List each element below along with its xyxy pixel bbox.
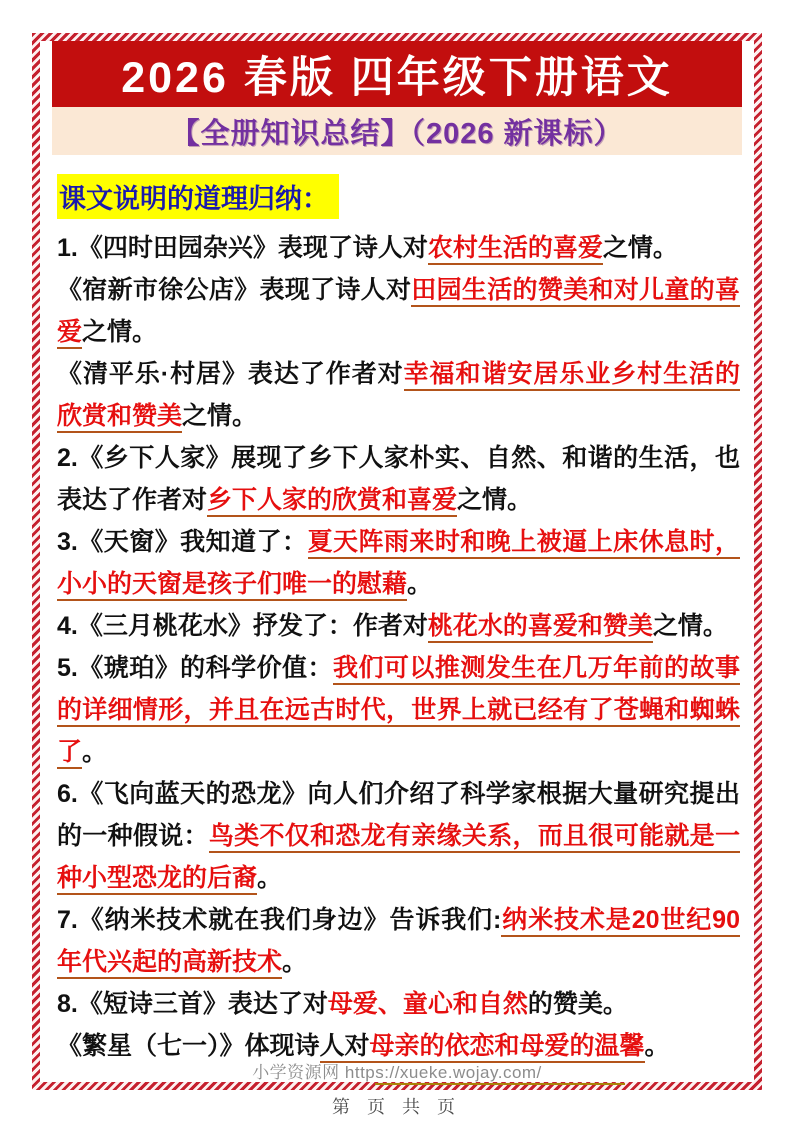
text-segment: 夏天阵雨来时和晚上被逼上床休息时，小小的天窗是孩子们唯一的慰藉	[57, 528, 740, 601]
text-segment: 的赞美。	[527, 990, 628, 1018]
text-segment: 鸟类不仅和恐龙有亲缘关系，而且很可能就是一种小型恐龙的后裔	[57, 822, 740, 895]
text-segment: 之情。	[457, 486, 533, 514]
page-title: 2026 春版 四年级下册语文	[121, 53, 673, 102]
text-paragraph	[57, 227, 740, 269]
text-segment: 6.《飞向蓝天的恐龙》向人们介绍了科学家根据大量研究提出的一种假说：	[57, 780, 740, 850]
section-heading-row	[57, 174, 740, 219]
text-segment: 纳米技术是20世纪90年代兴起的高新技术	[57, 906, 740, 979]
text-paragraph	[57, 437, 740, 521]
text-segment: 2.《乡下人家》展现了乡下人家朴实、自然、和谐的生活，也表达了作者对	[57, 444, 740, 514]
text-paragraph	[57, 647, 740, 773]
text-segment: 农村生活的喜爱	[428, 234, 603, 265]
decorative-striped-border	[32, 33, 762, 1090]
text-segment: 。	[407, 570, 433, 598]
footer-site-url: 小学资源网 https://xueke.wojay.com/	[252, 1063, 542, 1082]
text-segment: 3.《天窗》我知道了：	[57, 528, 308, 556]
text-segment: 《繁星（七一）》体现诗	[57, 1032, 320, 1060]
text-segment: 我们可以推测发生在几万年前的故事的详细情形，并且在远古时代，世界上就已经有了苍蝇和蜘蛛了	[57, 654, 740, 769]
main-content	[57, 174, 740, 1085]
page-content-area	[40, 41, 754, 1082]
section-heading: 课文说明的道理归纳：	[57, 174, 339, 219]
text-segment: 之情。	[82, 318, 158, 346]
text-segment: 5.《琥珀》的科学价值：	[57, 654, 333, 682]
text-segment: 乡下人家的欣赏和喜爱	[207, 486, 457, 517]
subtitle-text: 【全册知识总结】（2026 新课标）	[170, 117, 624, 150]
subtitle-band	[52, 107, 742, 155]
text-segment: 幸福和谐安居乐业乡村生活的欣赏和赞美	[57, 360, 740, 433]
text-paragraph	[57, 773, 740, 899]
text-segment: 之情。	[182, 402, 258, 430]
text-segment: 母亲的依恋和母爱的温馨	[370, 1032, 645, 1063]
text-segment: 人对	[320, 1032, 370, 1063]
text-paragraph	[57, 899, 740, 983]
footer-divider-line	[375, 1083, 625, 1085]
text-segment: 。	[257, 864, 283, 892]
text-paragraph	[57, 983, 740, 1025]
text-segment: 8.《短诗三首》表达了对	[57, 990, 328, 1018]
text-segment: 母爱、童心和自然	[327, 990, 528, 1018]
text-segment: 。	[644, 1032, 670, 1060]
text-segment: 《宿新市徐公店》表现了诗人对	[57, 276, 412, 304]
text-segment: 田园生活的赞美和对儿童的喜爱	[57, 276, 740, 349]
text-segment: 。	[282, 948, 308, 976]
text-paragraph	[57, 353, 740, 437]
text-paragraph	[57, 605, 740, 647]
text-segment: 7.《纳米技术就在我们身边》告诉我们:	[57, 906, 502, 934]
text-segment: 《清平乐·村居》表达了作者对	[57, 360, 404, 388]
text-segment: 之情。	[652, 612, 728, 640]
text-paragraph	[57, 269, 740, 353]
text-segment: 之情。	[602, 234, 678, 262]
content-paragraphs	[57, 227, 740, 1067]
text-segment: 。	[82, 738, 108, 766]
title-banner	[52, 41, 742, 107]
text-segment: 4.《三月桃花水》抒发了：作者对	[57, 612, 428, 640]
text-paragraph	[57, 521, 740, 605]
text-segment: 1.《四时田园杂兴》表现了诗人对	[57, 234, 428, 262]
text-segment: 桃花水的喜爱和赞美	[428, 612, 653, 643]
page-number-label: 第 页 共 页	[331, 1097, 461, 1117]
